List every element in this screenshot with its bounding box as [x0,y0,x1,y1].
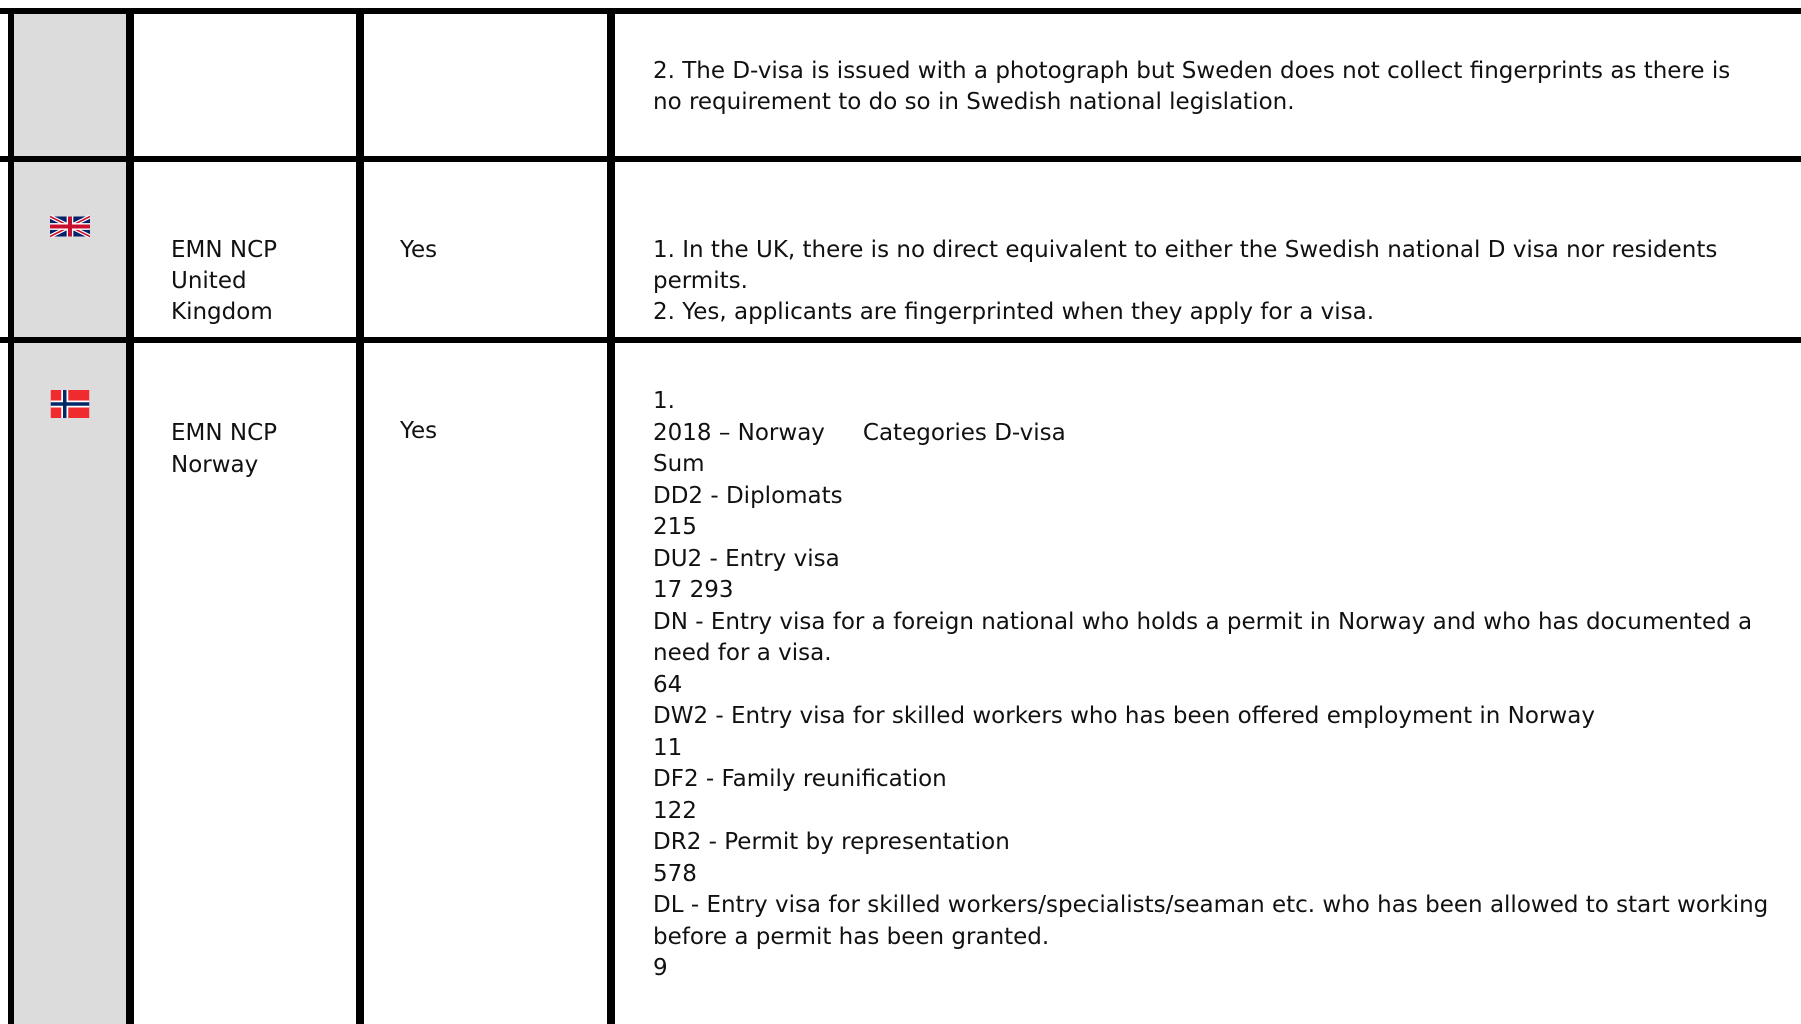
detail-line: DN - Entry visa for a foreign national who holds a permit in Norway and who has documented a need for a visa. [653,608,1753,666]
detail-line: DL - Entry visa for skilled workers/specialists/seaman etc. who has been allowed to start working before a permit has been granted. [653,892,1769,950]
detail-line: 215 [653,514,697,540]
row-2-response [400,204,437,266]
column-divider-3 [607,8,615,1024]
detail-line: 9 [653,955,668,981]
details-text: 2. Yes, applicants are fingerprinted when they apply for a visa. [653,299,1375,325]
column-divider-2 [356,8,364,1024]
detail-line: 64 [653,671,683,698]
row-1-details [653,56,1763,118]
response-value: Yes [400,237,438,263]
detail-year: 2018 – Norway [653,419,825,446]
row-3-response [400,385,437,447]
table-top-border [0,8,1801,14]
united-kingdom-flag-icon [50,214,90,239]
details-text: 1. In the UK, there is no direct equivalent to either the Swedish national D visa nor residents permits. [653,237,1718,294]
detail-line: Sum [653,451,705,477]
detail-line [653,418,1773,450]
detail-line: 1. [653,388,675,414]
table-left-border [8,8,14,1024]
detail-categories: Categories D-visa [862,419,1066,446]
response-value: Yes [400,418,438,444]
row-2-country [171,204,341,328]
detail-line: DW2 - Entry visa for skilled workers who has been offered employment in Norway [653,703,1595,729]
detail-line: 17 293 [653,577,734,603]
details-text: 2. The D-visa is issued with a photograph but Sweden does not collect fingerprints as there is no requirement to do so in Swedish national legislation. [653,58,1731,115]
detail-line: DR2 - Permit by representation [653,829,1010,855]
norway-flag-icon [50,390,90,415]
row-3-country [171,385,341,481]
flag-column [14,14,126,1024]
row-divider-1 [0,156,1801,162]
detail-line: 11 [653,734,683,761]
detail-line: DF2 - Family reunification [653,766,947,792]
detail-line: DU2 - Entry visa [653,545,840,572]
column-divider-1 [126,8,134,1024]
country-name: EMN NCP Norway [171,420,278,478]
row-3-details [653,386,1773,985]
country-name: EMN NCP United Kingdom [171,237,278,325]
detail-line: 122 [653,797,697,824]
row-divider-2 [0,337,1801,343]
detail-line: DD2 - Diplomats [653,482,843,509]
row-2-details-2 [653,266,1793,328]
detail-line: 578 [653,860,697,887]
